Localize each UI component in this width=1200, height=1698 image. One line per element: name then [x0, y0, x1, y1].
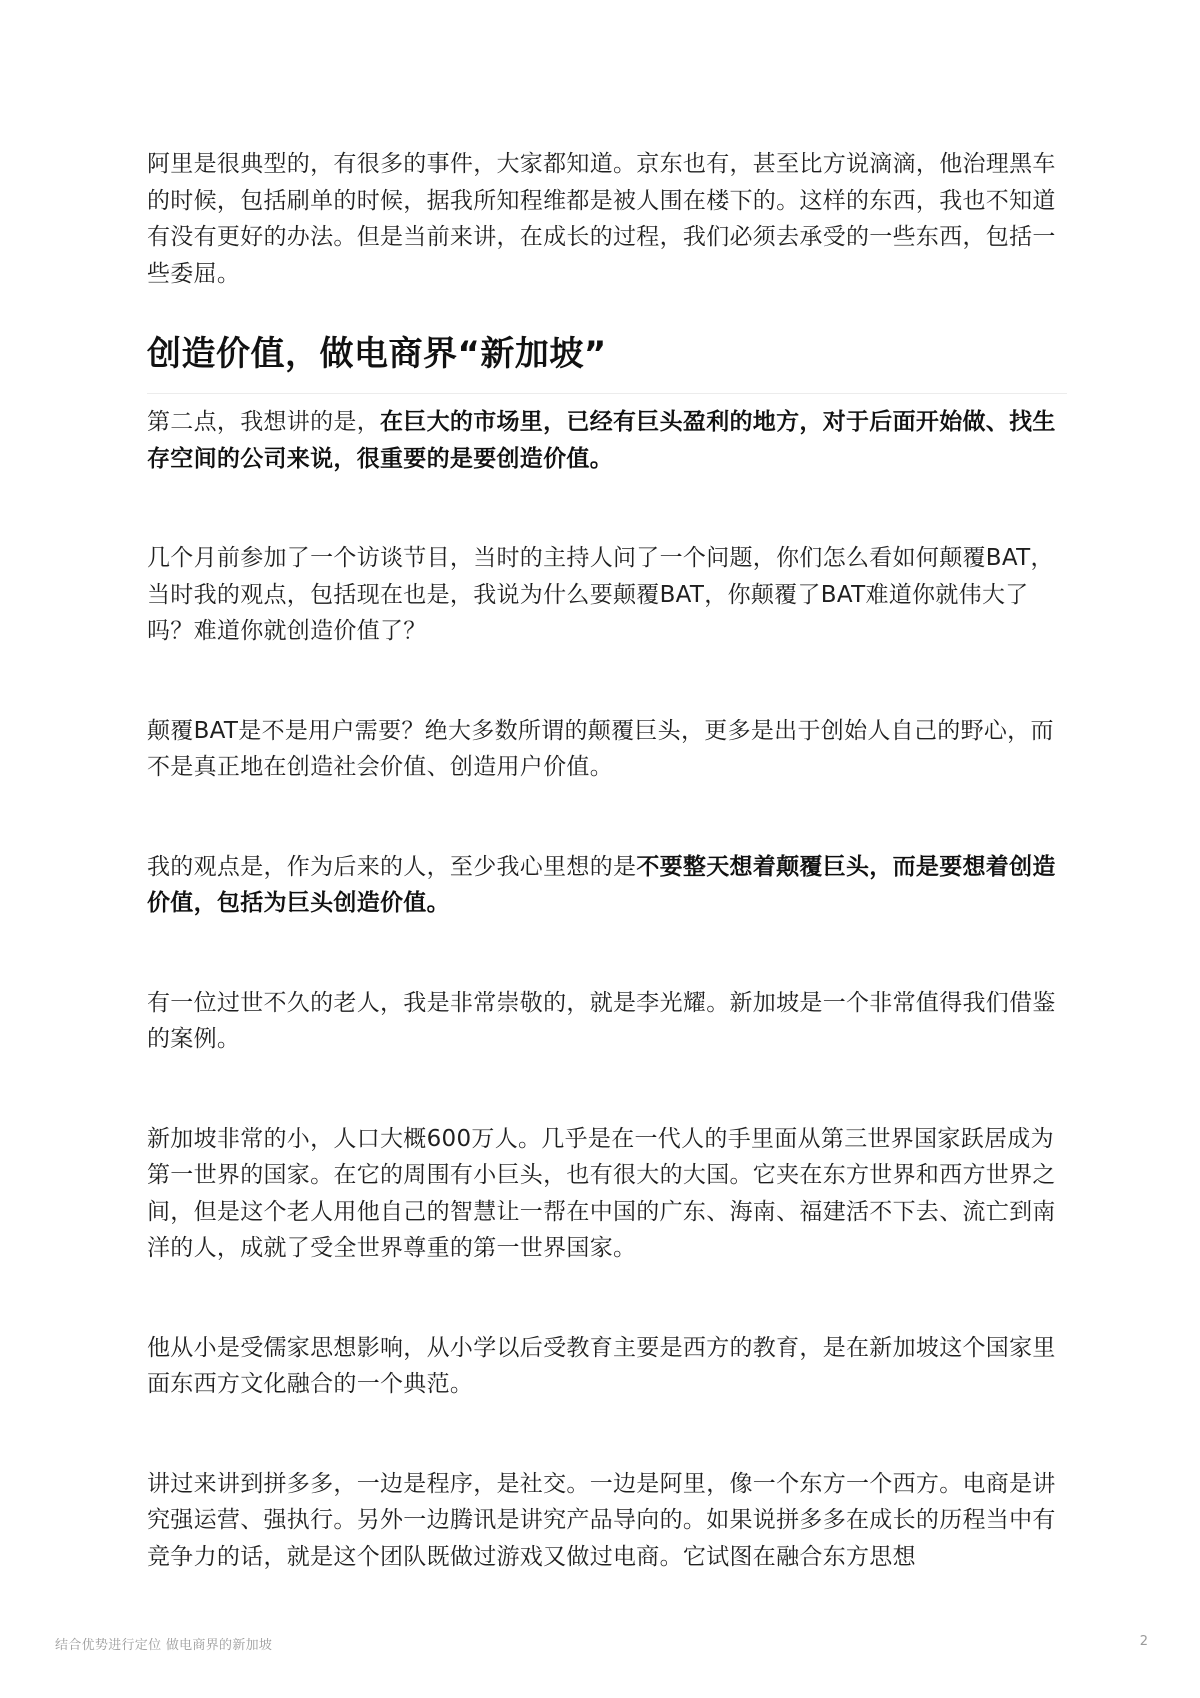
- paragraph-interview: 几个月前参加了一个访谈节目，当时的主持人问了一个问题，你们怎么看如何颠覆BAT，当时我的观点，包括现在也是，我说为什么要颠覆BAT，你颠覆了BAT难道你就伟大了吗？难道你就创造价值了？: [147, 545, 1054, 644]
- footer-title: 结合优势进行定位 做电商界的新加坡: [55, 1638, 273, 1653]
- paragraph-intro: 阿里是很典型的，有很多的事件，大家都知道。京东也有，甚至比方说滴滴，他治理黑车的时候，包括刷单的时候，据我所知程维都是被人围在楼下的。这样的东西，我也不知道有没有更好的办法。但是当前来讲，在成长的过程，我们必须去承受的一些东西，包括一些委屈。: [147, 151, 1056, 287]
- paragraph-lead-text: 第二点，我想讲的是，: [147, 409, 380, 435]
- paragraph-disrupt-bat: 颠覆BAT是不是用户需要？绝大多数所谓的颠覆巨头，更多是出于创始人自己的野心，而不是真正地在创造社会价值、创造用户价值。: [147, 717, 1054, 780]
- paragraph-singapore: 新加坡非常的小，人口大概600万人。几乎是在一代人的手里面从第三世界国家跃居成为第一世界的国家。在它的周围有小巨头，也有很大的大国。它夹在东方世界和西方世界之间，但是这个老人用他自己的智慧让一帮在中国的广东、海南、福建活不下去、流亡到南洋的人，成就了受全世界尊重的第一世界国家。: [147, 1125, 1056, 1261]
- paragraph-pinduoduo: 讲过来讲到拼多多，一边是程序，是社交。一边是阿里，像一个东方一个西方。电商是讲究强运营、强执行。另外一边腾讯是讲究产品导向的。如果说拼多多在成长的历程当中有竞争力的话，就是这个团队既做过游戏又做过电商。它试图在融合东方思想: [147, 1470, 1056, 1570]
- paragraph-bold-text: 在巨大的市场里，已经有巨头盈利的地方，对于后面开始做、找生存空间的公司来说，很重要的是要创造价值。: [147, 409, 1056, 472]
- paragraph-lead-text: 我的观点是，作为后来的人，至少我心里想的是: [147, 853, 637, 880]
- paragraph-lee-kuan-yew: 有一位过世不久的老人，我是非常崇敬的，就是李光耀。新加坡是一个非常值得我们借鉴的案例。: [147, 989, 1056, 1052]
- section-heading: 创造价值，做电商界“新加坡”: [147, 329, 1067, 394]
- paragraph-value-creation: [147, 404, 1067, 477]
- paragraph-viewpoint: [147, 849, 1067, 922]
- page-number: 2: [1139, 1634, 1148, 1649]
- article-body: [147, 146, 1067, 1575]
- paragraph-bold-text: 不要整天想着颠覆巨头，而是要想着创造价值，包括为巨头创造价值。: [147, 853, 1056, 916]
- paragraph-confucian: 他从小是受儒家思想影响，从小学以后受教育主要是西方的教育，是在新加坡这个国家里面东西方文化融合的一个典范。: [147, 1334, 1056, 1397]
